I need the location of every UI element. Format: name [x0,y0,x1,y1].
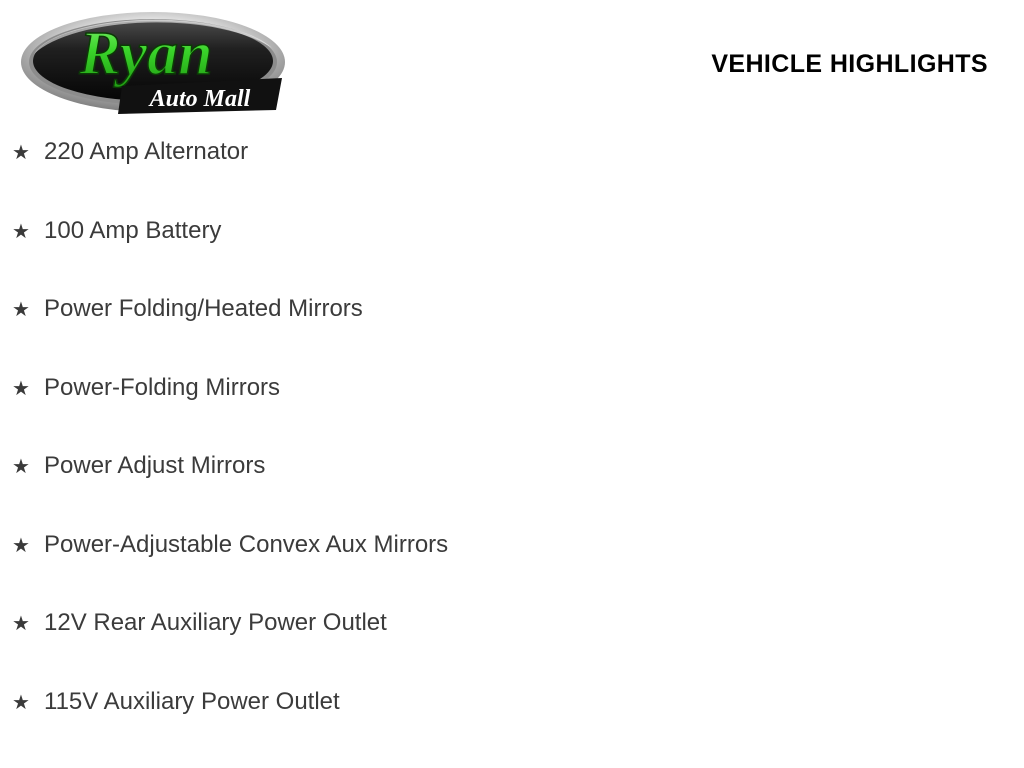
star-icon: ★ [12,691,30,714]
list-item-label: 115V Auxiliary Power Outlet [44,687,340,715]
list-item-label: 100 Amp Battery [44,216,222,244]
list-item [0,216,1024,298]
star-icon: ★ [12,456,30,478]
star-icon: ★ [12,299,30,321]
list-item [0,530,1024,612]
list-item [0,687,1024,768]
vehicle-highlights-list [0,140,1024,768]
list-item-label: Power Folding/Heated Mirrors [44,295,363,322]
list-item-label: Power-Adjustable Convex Aux Mirrors [44,530,449,558]
list-item [0,454,1024,533]
list-item-label: Power Adjust Mirrors [44,452,266,479]
star-icon: ★ [12,220,30,243]
list-item [0,297,1024,376]
page-header [0,0,1024,132]
list-item-label: 220 Amp Alternator [44,138,249,165]
star-icon: ★ [12,534,30,557]
svg-text:Ryan: Ryan [79,20,213,88]
ryan-auto-mall-logo [14,6,292,126]
list-item-label: 12V Rear Auxiliary Power Outlet [44,609,387,636]
list-item [0,373,1024,455]
star-icon: ★ [12,377,30,400]
star-icon: ★ [12,613,30,635]
list-item [0,611,1024,690]
svg-text:Auto Mall: Auto Mall [149,86,251,112]
list-item-label: Power-Folding Mirrors [44,373,281,401]
page-title: VEHICLE HIGHLIGHTS [711,50,988,78]
star-icon: ★ [12,142,30,164]
list-item [0,140,1024,219]
